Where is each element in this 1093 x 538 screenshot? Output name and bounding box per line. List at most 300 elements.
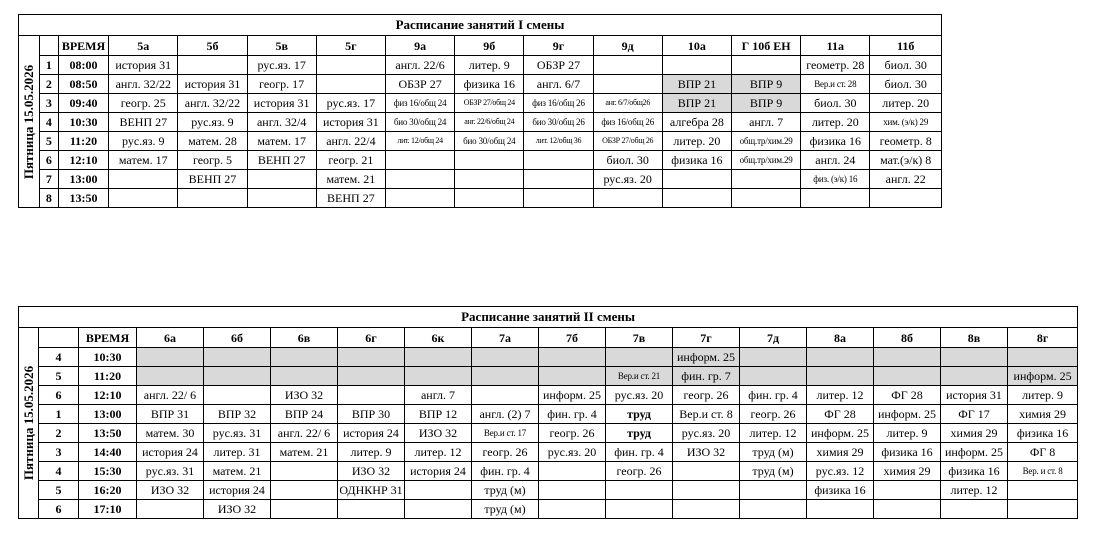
lesson-time: 08:50 <box>58 75 108 94</box>
schedule-cell: ВЕНП 27 <box>247 151 316 170</box>
schedule-cell <box>740 367 807 386</box>
schedule-cell: ВЕНП 27 <box>109 113 178 132</box>
class-header: 5в <box>247 36 316 56</box>
lesson-time: 14:40 <box>79 443 137 462</box>
schedule-cell: история 24 <box>338 424 405 443</box>
schedule-cell: труд <box>606 405 673 424</box>
schedule-cell <box>338 500 405 519</box>
schedule-cell: ВПР 21 <box>662 75 731 94</box>
schedule-cell <box>740 481 807 500</box>
schedule-cell <box>204 367 271 386</box>
time-header: ВРЕМЯ <box>58 36 108 56</box>
lesson-row <box>19 348 1078 367</box>
schedule-cell: история 31 <box>941 386 1008 405</box>
schedule-cell <box>606 500 673 519</box>
lesson-row <box>19 189 942 208</box>
schedule-cell: информ. 25 <box>941 443 1008 462</box>
schedule-cell: англ. 22/ 6 <box>137 386 204 405</box>
schedule-cell: геогр. 26 <box>673 386 740 405</box>
lesson-number: 3 <box>39 94 58 113</box>
lesson-time: 10:30 <box>79 348 137 367</box>
class-header: 9г <box>524 36 593 56</box>
lesson-row <box>19 405 1078 424</box>
schedule-cell <box>137 500 204 519</box>
lesson-row <box>19 132 942 151</box>
class-header: 6г <box>338 328 405 348</box>
lesson-number: 2 <box>39 75 58 94</box>
schedule-cell <box>338 386 405 405</box>
schedule-cell: литер. 12 <box>405 443 472 462</box>
schedule-cell: рус.яз. 9 <box>178 113 247 132</box>
lesson-time: 09:40 <box>58 94 108 113</box>
lesson-time: 13:00 <box>58 170 108 189</box>
header-row <box>19 328 1078 348</box>
schedule-cell: англ. 22/4 <box>316 132 385 151</box>
lesson-number-header <box>39 328 79 348</box>
class-header: 9б <box>455 36 524 56</box>
schedule-cell <box>405 348 472 367</box>
schedule-cell: геогр. 25 <box>109 94 178 113</box>
schedule-cell: англ. 32/4 <box>247 113 316 132</box>
schedule-cell <box>405 481 472 500</box>
schedule-cell: рус.яз. 20 <box>606 386 673 405</box>
schedule-cell <box>874 481 941 500</box>
schedule-cell: англ. (2) 7 <box>472 405 539 424</box>
schedule-cell: ВПР 24 <box>271 405 338 424</box>
lesson-time: 11:20 <box>58 132 108 151</box>
schedule-cell <box>109 170 178 189</box>
schedule-cell: физика 16 <box>455 75 524 94</box>
class-header: 6б <box>204 328 271 348</box>
schedule-cell: рус.яз. 20 <box>673 424 740 443</box>
schedule-cell <box>941 348 1008 367</box>
schedule-cell: общ.тр/хим.29 <box>732 132 801 151</box>
schedule-cell: ИЗО 32 <box>271 386 338 405</box>
schedule-cell <box>405 367 472 386</box>
lesson-time: 12:10 <box>79 386 137 405</box>
schedule-cell <box>405 500 472 519</box>
schedule-cell: матем. 21 <box>316 170 385 189</box>
schedule-cell <box>539 500 606 519</box>
lesson-number: 1 <box>39 56 58 75</box>
lesson-time: 13:50 <box>79 424 137 443</box>
schedule-cell: геометр. 8 <box>870 132 942 151</box>
schedule-cell: мат.(э/к) 8 <box>870 151 942 170</box>
schedule-cell <box>455 151 524 170</box>
schedule-cell: матем. 28 <box>178 132 247 151</box>
schedule-cell: химия 29 <box>807 443 874 462</box>
schedule-cell: химия 29 <box>874 462 941 481</box>
schedule-cell: ВПР 30 <box>338 405 405 424</box>
schedule-cell: геогр. 26 <box>472 443 539 462</box>
lesson-number: 6 <box>39 386 79 405</box>
schedule-cell: ОДНКНР 31 <box>338 481 405 500</box>
schedule-cell: био 30/общ 24 <box>385 113 454 132</box>
schedule-cell <box>338 367 405 386</box>
schedule-cell: литер. 9 <box>455 56 524 75</box>
schedule-cell: физика 16 <box>801 132 870 151</box>
schedule-cell <box>732 170 801 189</box>
schedule-cell <box>593 56 662 75</box>
schedule-cell: матем. 17 <box>109 151 178 170</box>
schedule-cell <box>539 348 606 367</box>
schedule-cell <box>606 348 673 367</box>
schedule-cell <box>338 348 405 367</box>
schedule-cell <box>870 189 942 208</box>
schedule-cell <box>137 367 204 386</box>
lesson-row <box>19 56 942 75</box>
schedule-cell: литер. 20 <box>662 132 731 151</box>
schedule-cell: история 31 <box>178 75 247 94</box>
schedule-cell: геогр. 17 <box>247 75 316 94</box>
schedule-cell: информ. 25 <box>673 348 740 367</box>
schedule-cell <box>316 75 385 94</box>
schedule-cell: ОБЗР 27/общ 26 <box>593 132 662 151</box>
schedule-cell: информ. 25 <box>807 424 874 443</box>
schedule-cell: ВПР 21 <box>662 94 731 113</box>
schedule-cell: литер. 20 <box>870 94 942 113</box>
lesson-time: 13:50 <box>58 189 108 208</box>
shift2-table <box>18 306 1078 519</box>
lesson-time: 17:10 <box>79 500 137 519</box>
class-header: 6а <box>137 328 204 348</box>
schedule-cell: англ. 7 <box>405 386 472 405</box>
schedule-cell: ФГ 17 <box>941 405 1008 424</box>
schedule-cell <box>539 367 606 386</box>
schedule-cell <box>472 367 539 386</box>
lesson-row <box>19 75 942 94</box>
class-header: 6в <box>271 328 338 348</box>
class-header: 8а <box>807 328 874 348</box>
schedule-cell <box>271 348 338 367</box>
lesson-time: 08:00 <box>58 56 108 75</box>
class-header: 8в <box>941 328 1008 348</box>
schedule-cell <box>539 481 606 500</box>
schedule-cell: рус.яз. 12 <box>807 462 874 481</box>
schedule-cell: литер. 9 <box>338 443 405 462</box>
schedule-cell: история 31 <box>109 56 178 75</box>
schedule-cell: ФГ 28 <box>874 386 941 405</box>
schedule-cell: анг. 6/7/общ26 <box>593 94 662 113</box>
schedule-cell: физика 16 <box>941 462 1008 481</box>
schedule-cell <box>385 189 454 208</box>
class-header: 9а <box>385 36 454 56</box>
class-header: 6к <box>405 328 472 348</box>
schedule-cell: литер. 9 <box>874 424 941 443</box>
schedule-cell: физ. (э/к) 16 <box>801 170 870 189</box>
schedule-title: Расписание занятий I смены <box>19 15 942 36</box>
schedule-cell: матем. 17 <box>247 132 316 151</box>
schedule-cell <box>732 189 801 208</box>
schedule-cell <box>472 348 539 367</box>
time-header: ВРЕМЯ <box>79 328 137 348</box>
day-label <box>19 36 40 208</box>
schedule-cell: био 30/общ 26 <box>524 113 593 132</box>
schedule-cell <box>247 189 316 208</box>
schedule-cell: информ. 25 <box>1008 367 1078 386</box>
lesson-row <box>19 481 1078 500</box>
schedule-cell: литер. 12 <box>807 386 874 405</box>
schedule-cell: Вер.и ст. 21 <box>606 367 673 386</box>
schedule-cell: лит. 12/общ 36 <box>524 132 593 151</box>
class-header: 7д <box>740 328 807 348</box>
schedule-cell <box>271 500 338 519</box>
schedule-cell: фин. гр. 4 <box>740 386 807 405</box>
class-header: 8г <box>1008 328 1078 348</box>
schedule-cell <box>137 348 204 367</box>
schedule-cell <box>271 481 338 500</box>
schedule-cell <box>662 56 731 75</box>
schedule-cell: Вер.и ст. 28 <box>801 75 870 94</box>
schedule-cell: био 30/общ 24 <box>455 132 524 151</box>
class-header: 7в <box>606 328 673 348</box>
schedule-cell: рус.яз. 9 <box>109 132 178 151</box>
title-row <box>19 15 942 36</box>
schedule-cell: рус.яз. 20 <box>539 443 606 462</box>
class-header: 5г <box>316 36 385 56</box>
lesson-row <box>19 386 1078 405</box>
schedule-cell: матем. 21 <box>271 443 338 462</box>
schedule-cell: ВПР 31 <box>137 405 204 424</box>
schedule-cell: англ. 32/22 <box>109 75 178 94</box>
schedule-cell <box>524 170 593 189</box>
lesson-number: 8 <box>39 189 58 208</box>
class-header: 5а <box>109 36 178 56</box>
schedule-cell: химия 29 <box>941 424 1008 443</box>
schedule-cell: ИЗО 32 <box>673 443 740 462</box>
schedule-cell: ФГ 28 <box>807 405 874 424</box>
schedule-cell: ИЗО 32 <box>338 462 405 481</box>
lesson-row <box>19 151 942 170</box>
lesson-row <box>19 113 942 132</box>
lesson-row <box>19 462 1078 481</box>
schedule-cell: рус.яз. 17 <box>247 56 316 75</box>
schedule-cell: история 24 <box>137 443 204 462</box>
schedule-cell: литер. 9 <box>1008 386 1078 405</box>
lesson-number: 4 <box>39 348 79 367</box>
lesson-time: 15:30 <box>79 462 137 481</box>
lesson-number: 5 <box>39 132 58 151</box>
schedule-cell <box>178 189 247 208</box>
schedule-cell: геогр. 26 <box>606 462 673 481</box>
shift1-table <box>18 14 942 208</box>
schedule-cell <box>524 151 593 170</box>
schedule-cell: физика 16 <box>874 443 941 462</box>
schedule-cell <box>385 151 454 170</box>
schedule-cell: ВПР 12 <box>405 405 472 424</box>
lesson-number: 5 <box>39 367 79 386</box>
schedule-cell <box>539 462 606 481</box>
schedule-cell: ОБЗР 27 <box>524 56 593 75</box>
lesson-number-header <box>39 36 58 56</box>
schedule-cell: история 31 <box>247 94 316 113</box>
schedule-cell <box>740 500 807 519</box>
schedule-cell: ВПР 32 <box>204 405 271 424</box>
schedule-cell: история 24 <box>204 481 271 500</box>
schedule-cell <box>606 481 673 500</box>
lesson-row <box>19 367 1078 386</box>
schedule-cell: труд (м) <box>472 500 539 519</box>
lesson-number: 3 <box>39 443 79 462</box>
day-label <box>19 328 39 519</box>
class-header: 11б <box>870 36 942 56</box>
lesson-number: 6 <box>39 151 58 170</box>
schedule-cell: анг. 22/6/общ 24 <box>455 113 524 132</box>
schedule-cell <box>204 386 271 405</box>
class-header: 7б <box>539 328 606 348</box>
class-header: 5б <box>178 36 247 56</box>
schedule-cell: рус.яз. 17 <box>316 94 385 113</box>
schedule-cell: алгебра 28 <box>662 113 731 132</box>
schedule-cell: информ. 25 <box>874 405 941 424</box>
schedule-cell: ИЗО 32 <box>405 424 472 443</box>
schedule-cell <box>673 462 740 481</box>
schedule-cell: англ. 22/6 <box>385 56 454 75</box>
lesson-number: 1 <box>39 405 79 424</box>
schedule-cell <box>524 189 593 208</box>
schedule-cell: англ. 22/ 6 <box>271 424 338 443</box>
schedule-cell <box>1008 348 1078 367</box>
schedule-cell: биол. 30 <box>870 75 942 94</box>
class-header: Г 10б ЕН <box>732 36 801 56</box>
lesson-time: 10:30 <box>58 113 108 132</box>
class-header: 7а <box>472 328 539 348</box>
schedule-cell <box>732 56 801 75</box>
lesson-time: 13:00 <box>79 405 137 424</box>
schedule-cell: матем. 21 <box>204 462 271 481</box>
schedule-cell <box>1008 500 1078 519</box>
schedule-cell <box>662 189 731 208</box>
schedule-cell: хим. (э/к) 29 <box>870 113 942 132</box>
class-header: 10а <box>662 36 731 56</box>
lesson-number: 5 <box>39 481 79 500</box>
lesson-time: 11:20 <box>79 367 137 386</box>
schedule-cell <box>472 386 539 405</box>
lesson-number: 6 <box>39 500 79 519</box>
schedule-cell: англ. 24 <box>801 151 870 170</box>
schedule-cell: информ. 25 <box>539 386 606 405</box>
schedule-cell: труд (м) <box>472 481 539 500</box>
lesson-number: 4 <box>39 113 58 132</box>
schedule-cell: рус.яз. 20 <box>593 170 662 189</box>
schedule-cell: история 24 <box>405 462 472 481</box>
schedule-cell <box>874 348 941 367</box>
schedule-cell <box>874 367 941 386</box>
schedule-cell: Вер.и ст. 17 <box>472 424 539 443</box>
schedule-cell <box>204 348 271 367</box>
schedule-cell <box>593 189 662 208</box>
schedule-cell: история 31 <box>316 113 385 132</box>
schedule-cell <box>178 56 247 75</box>
class-header: 11а <box>801 36 870 56</box>
schedule-cell <box>941 367 1008 386</box>
schedule-cell <box>385 170 454 189</box>
schedule-cell: ИЗО 32 <box>137 481 204 500</box>
lesson-number: 4 <box>39 462 79 481</box>
schedule-cell: ФГ 8 <box>1008 443 1078 462</box>
schedule-cell: фин. гр. 4 <box>606 443 673 462</box>
schedule-cell: геогр. 5 <box>178 151 247 170</box>
schedule-cell <box>316 56 385 75</box>
schedule-cell: ВПР 9 <box>732 75 801 94</box>
header-row <box>19 36 942 56</box>
schedule-cell: биол. 30 <box>801 94 870 113</box>
schedule-cell: физ 16/общ 24 <box>385 94 454 113</box>
schedule-cell <box>874 500 941 519</box>
schedule-cell: литер. 12 <box>941 481 1008 500</box>
schedule-cell: ВПР 9 <box>732 94 801 113</box>
schedule-cell: биол. 30 <box>870 56 942 75</box>
lesson-number: 2 <box>39 424 79 443</box>
schedule-cell: фин. гр. 7 <box>673 367 740 386</box>
class-header: 7г <box>673 328 740 348</box>
schedule-cell: англ. 32/22 <box>178 94 247 113</box>
schedule-cell: англ. 22 <box>870 170 942 189</box>
schedule-cell <box>662 170 731 189</box>
schedule-cell <box>271 462 338 481</box>
schedule-cell: физика 16 <box>662 151 731 170</box>
schedule-cell: Вер.и ст. 8 <box>673 405 740 424</box>
day-text: Пятница 15.05.2026 <box>20 365 36 481</box>
schedule-cell: Вер. и ст. 8 <box>1008 462 1078 481</box>
schedule-cell: литер. 31 <box>204 443 271 462</box>
schedule-cell: физ 16/общ 26 <box>524 94 593 113</box>
class-header: 9д <box>593 36 662 56</box>
schedule-cell <box>1008 481 1078 500</box>
schedule-cell <box>807 348 874 367</box>
schedule-cell <box>593 75 662 94</box>
lesson-row <box>19 94 942 113</box>
schedule-cell <box>801 189 870 208</box>
schedule-cell <box>807 500 874 519</box>
schedule-cell: физ 16/общ 26 <box>593 113 662 132</box>
lesson-time: 12:10 <box>58 151 108 170</box>
schedule-cell <box>740 348 807 367</box>
schedule-cell: химия 29 <box>1008 405 1078 424</box>
schedule-cell: литер. 12 <box>740 424 807 443</box>
schedule-cell: труд <box>606 424 673 443</box>
lesson-number: 7 <box>39 170 58 189</box>
schedule-title: Расписание занятий II смены <box>19 307 1078 328</box>
schedule-cell <box>271 367 338 386</box>
schedule-cell: ОБЗР 27/общ 24 <box>455 94 524 113</box>
schedule-cell: ИЗО 32 <box>204 500 271 519</box>
schedule-cell: физика 16 <box>1008 424 1078 443</box>
schedule-cell: физика 16 <box>807 481 874 500</box>
schedule-cell: геогр. 26 <box>539 424 606 443</box>
schedule-cell: англ. 6/7 <box>524 75 593 94</box>
lesson-row <box>19 170 942 189</box>
schedule-cell <box>455 189 524 208</box>
schedule-cell: рус.яз. 31 <box>204 424 271 443</box>
schedule-cell: англ. 7 <box>732 113 801 132</box>
schedule-cell: геогр. 26 <box>740 405 807 424</box>
schedule-cell <box>673 500 740 519</box>
schedule-cell: фин. гр. 4 <box>539 405 606 424</box>
schedule-cell: фин. гр. 4 <box>472 462 539 481</box>
schedule-cell: ВЕНП 27 <box>316 189 385 208</box>
schedule-cell: труд (м) <box>740 462 807 481</box>
schedule-cell: общ.тр/хим.29 <box>732 151 801 170</box>
lesson-time: 16:20 <box>79 481 137 500</box>
schedule-cell: биол. 30 <box>593 151 662 170</box>
schedule-cell: труд (м) <box>740 443 807 462</box>
schedule-cell: лит. 12/общ 24 <box>385 132 454 151</box>
schedule-cell: литер. 20 <box>801 113 870 132</box>
lesson-row <box>19 443 1078 462</box>
day-text: Пятница 15.05.2026 <box>20 64 36 179</box>
schedule-cell <box>807 367 874 386</box>
